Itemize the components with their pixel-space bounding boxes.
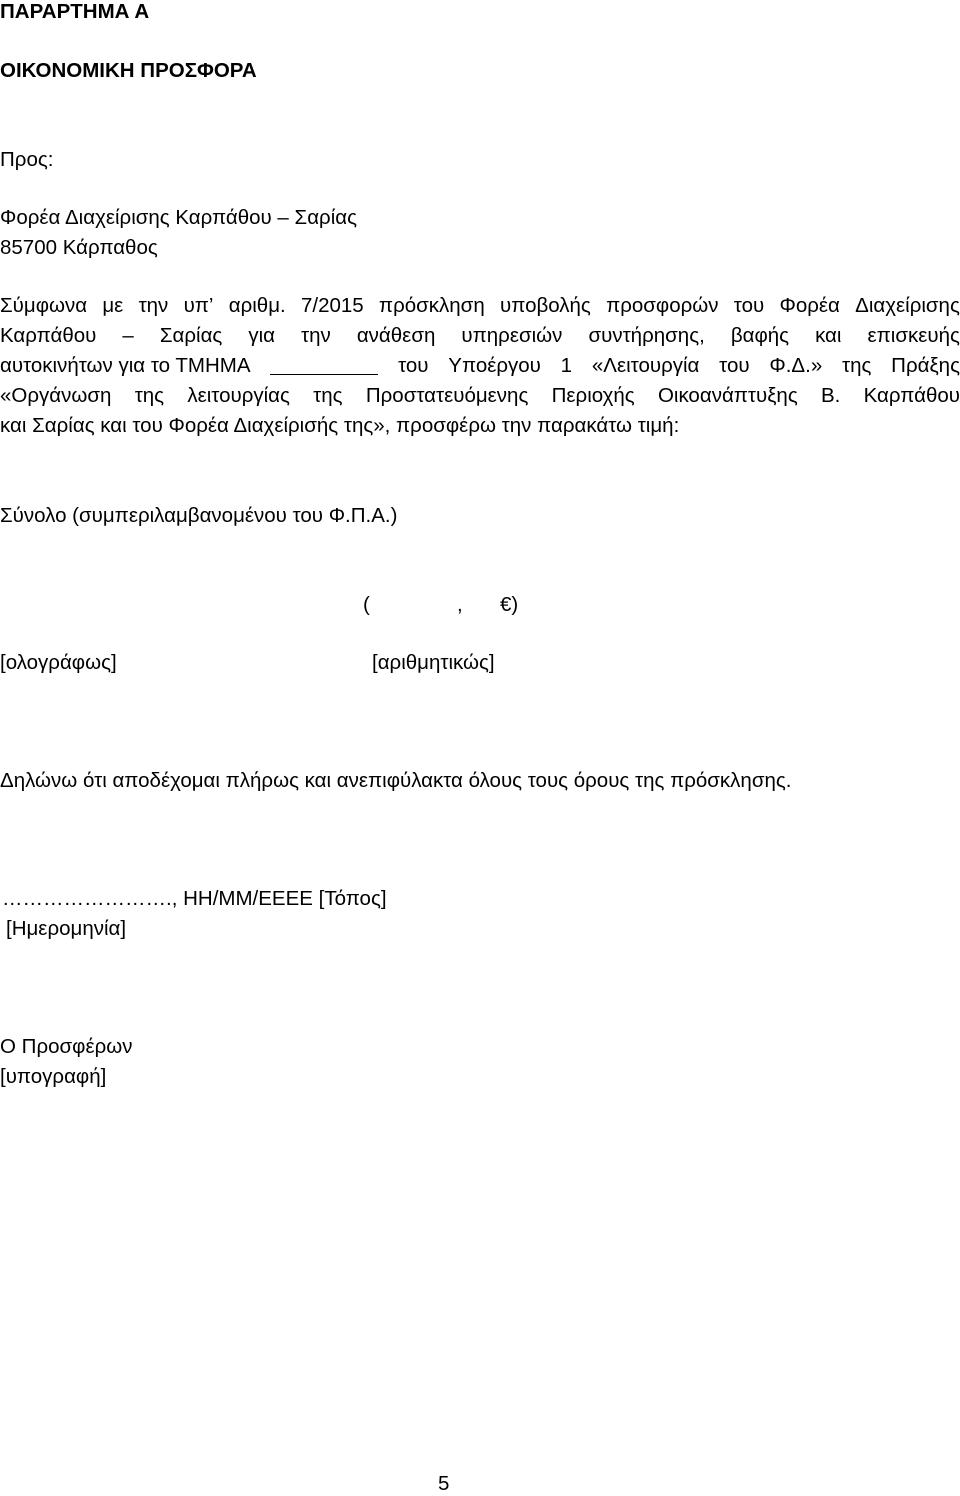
body-line-5: και Σαρίας και του Φορέα Διαχείρισής της», προσφέρω την παρακάτω τιμή:: [0, 414, 680, 437]
amount-currency-close: €): [500, 593, 519, 616]
department-blank-field: [270, 356, 378, 375]
recipient-name: Φορέα Διαχείρισης Καρπάθου – Σαρίας: [0, 206, 357, 229]
in-words-label: [ολογράφως]: [0, 651, 117, 674]
body-line-2: Καρπάθου – Σαρίας για την ανάθεση υπηρεσιών συντήρησης, βαφής και επισκευής: [0, 324, 960, 347]
declaration: Δηλώνω ότι αποδέχομαι πλήρως και ανεπιφύλακτα όλους τους όρους της πρόσκλησης.: [0, 769, 792, 792]
body-line-4: «Οργάνωση της λειτουργίας της Προστατευόμενης Περιοχής Οικοανάπτυξης Β. Καρπάθου: [0, 384, 960, 407]
to-label: Προς:: [0, 148, 54, 171]
signer-label: Ο Προσφέρων: [0, 1035, 133, 1058]
amount-decimal-comma: ,: [457, 593, 463, 616]
in-numbers-label: [αριθμητικώς]: [372, 651, 495, 674]
signature-label: [υπογραφή]: [0, 1065, 107, 1088]
date-label: [Ημερομηνία]: [6, 917, 127, 940]
recipient-address: 85700 Κάρπαθος: [0, 236, 158, 259]
page-number: 5: [438, 1472, 450, 1495]
body-line-1: Σύμφωνα με την υπ’ αριθμ. 7/2015 πρόσκληση υποβολής προσφορών του Φορέα Διαχείρισης: [0, 294, 960, 317]
body-line-3: αυτοκινήτων για το ΤΜΗΜΑ του Υποέργου 1 «Λειτουργία του Φ.Δ.» της Πράξης: [0, 354, 960, 377]
offer-title: ΟΙΚΟΝΟΜΙΚΗ ΠΡΟΣΦΟΡΑ: [0, 59, 257, 82]
annex-title: ΠΑΡΑΡΤΗΜΑ Α: [0, 0, 150, 23]
amount-open-paren: (: [363, 593, 370, 616]
total-label: Σύνολο (συμπεριλαμβανομένου του Φ.Π.Α.): [0, 504, 398, 527]
place-date-line: ……………………., ΗΗ/ΜΜ/ΕΕΕΕ [Τόπος]: [2, 887, 387, 910]
